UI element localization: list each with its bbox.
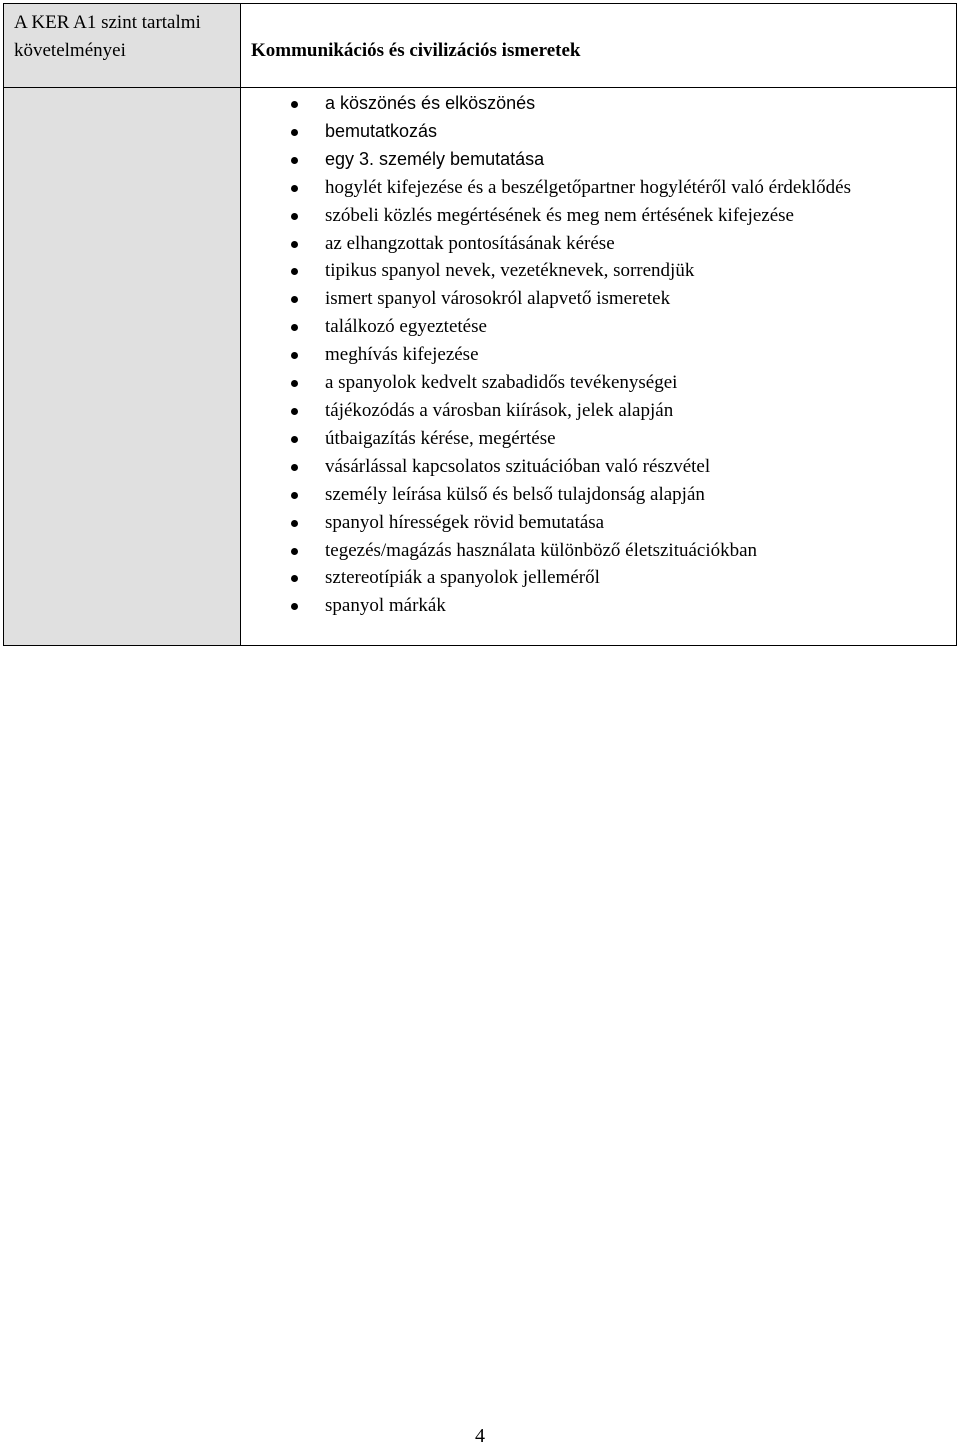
list-item: ismert spanyol városokról alapvető ismeretek [241,285,956,313]
bullet-icon [291,157,298,164]
list-item: tájékozódás a városban kiírások, jelek alapján [241,397,956,425]
bullet-icon [291,464,298,471]
right-body-cell [241,88,957,646]
list-item: a spanyolok kedvelt szabadidős tevékenységei [241,369,956,397]
list-item: meghívás kifejezése [241,341,956,369]
topics-list [241,90,956,620]
bullet-icon [291,268,298,275]
bullet-icon [291,324,298,331]
bullet-icon [291,408,298,415]
list-item: spanyol hírességek rövid bemutatása [241,509,956,537]
bullet-icon [291,548,298,555]
bullet-icon [291,603,298,610]
bullet-icon [291,241,298,248]
bullet-icon [291,492,298,499]
list-item: találkozó egyeztetése [241,313,956,341]
bullet-icon [291,129,298,136]
bullet-icon [291,380,298,387]
list-item: személy leírása külső és belső tulajdonság alapján [241,481,956,509]
list-item: bemutatkozás [241,118,956,146]
bullet-icon [291,185,298,192]
bullet-icon [291,101,298,108]
bullet-icon [291,575,298,582]
bullet-icon [291,436,298,443]
bullet-icon [291,352,298,359]
list-item: hogylét kifejezése és a beszélgetőpartner hogylétéről való érdeklődés [241,174,956,202]
list-item: vásárlással kapcsolatos szituációban való részvétel [241,453,956,481]
list-item: tipikus spanyol nevek, vezetéknevek, sorrendjük [241,257,956,285]
list-item: útbaigazítás kérése, megértése [241,425,956,453]
section-title: Kommunikációs és civilizációs ismeretek [251,40,581,61]
bullet-icon [291,520,298,527]
table-header-row [4,4,957,88]
list-item: sztereotípiák a spanyolok jelleméről [241,564,956,592]
list-item: az elhangzottak pontosításának kérése [241,230,956,258]
bullet-icon [291,296,298,303]
list-item: szóbeli közlés megértésének és meg nem értésének kifejezése [241,202,956,230]
page-number: 4 [475,1425,485,1447]
left-header-text: A KER A1 szint tartalmi követelményei [14,12,201,61]
list-item: a köszönés és elköszönés [241,90,956,118]
list-item: egy 3. személy bemutatása [241,146,956,174]
list-item: tegezés/magázás használata különböző életszituációkban [241,537,956,565]
content-requirements-table [3,3,957,646]
left-header-cell [4,4,241,88]
table-body-row [4,88,957,646]
right-header-cell [241,4,957,88]
left-body-cell [4,88,241,646]
bullet-icon [291,213,298,220]
list-item: spanyol márkák [241,592,956,620]
